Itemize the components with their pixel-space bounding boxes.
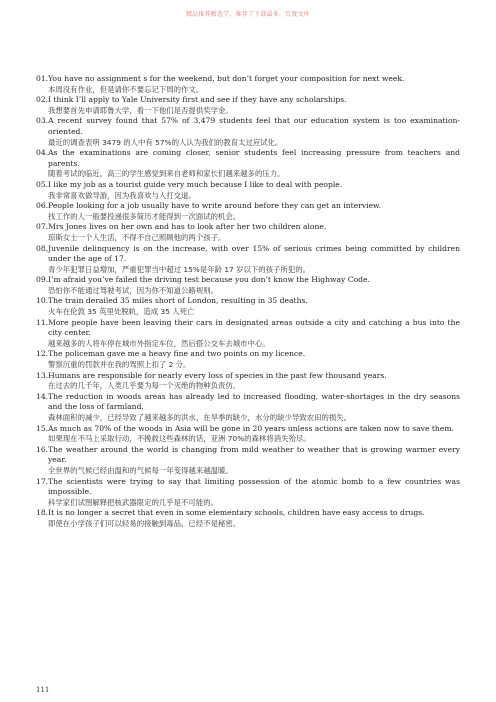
english-text: I’m afraid you’ve failed the driving test because you don’t know the Highway Code.: [48, 275, 370, 285]
chinese-translation: 找工作的人一般要投递很多简历才能得到一次面试的机会。: [48, 211, 241, 221]
english-text: Mrs Jones lives on her own and has to look after her two children alone.: [48, 222, 327, 232]
chinese-translation: 全世界的气候已经由温和的气候每一年变得越来越温暖。: [48, 465, 233, 475]
document-body: [36, 74, 460, 530]
english-text: Humans are responsible for nearly every loss of species in the past few thousand years.: [48, 370, 387, 380]
english-text: As the examinations are coming closer, senior students feel increasing pressure from teachers and parents.: [48, 148, 460, 168]
chinese-translation: 随着考试的临近，高三的学生感觉到来自老师和家长们越来越多的压力。: [48, 169, 285, 179]
english-sentence: [36, 116, 460, 137]
english-sentence: [36, 222, 460, 233]
english-sentence: [36, 244, 460, 265]
sentence-item: [36, 222, 460, 243]
sentence-item: [36, 392, 460, 424]
sentence-number: 08.: [36, 243, 49, 253]
english-text: The train derailed 35 miles short of London, resulting in 35 deaths.: [48, 296, 308, 306]
chinese-translation: 最近的调查表明 3479 的人中有 57%的人认为我们的教育太过应试化。: [48, 137, 283, 147]
english-text: More people have been leaving their cars in designated areas outside a city and catching a bus into the city center.: [48, 317, 460, 338]
english-text: The policeman gave me a heavy fine and two points on my licence.: [48, 349, 306, 359]
chinese-translation: 警察沉重的罚款并在我的驾照上扣了 2 分。: [48, 360, 191, 370]
sentence-number: 15.: [36, 423, 49, 433]
english-text: The scientists were trying to say that limiting possession of the atomic bomb to a few countries was impossible.: [48, 476, 460, 497]
sentence-number: 01.: [36, 74, 49, 83]
sentence-item: [36, 95, 460, 116]
sentence-item: [36, 477, 460, 509]
english-text: Juvenile delinquency is on the increase, with over 15% of serious crimes being committed by children under the age of 17.: [48, 243, 460, 264]
sentence-item: [36, 371, 460, 392]
english-sentence: [36, 477, 460, 498]
chinese-translation: 在过去的几千年，人类几乎要为每一个灭绝的物种负责仿。: [48, 381, 241, 391]
chinese-translation: 青少年犯罪日益增加，严重犯罪当中超过 15%是年龄 17 岁以下的孩子所犯的。: [48, 264, 310, 274]
sentence-number: 10.: [36, 296, 49, 306]
english-sentence: [36, 74, 460, 85]
english-text: It is no longer a secret that even in some elementary schools, children have easy access to drugs.: [48, 508, 425, 518]
sentence-number: 04.: [36, 148, 49, 158]
sentence-item: [36, 116, 460, 148]
english-text: I think I’ll apply to Yale University first and see if they have any scholarships.: [48, 95, 347, 105]
sentence-number: 17.: [36, 476, 49, 486]
chinese-translation: 森林面积的减少，已经导致了越来越多的洪水，在旱季的缺少，水分的缺少导致农田的损失。: [48, 413, 352, 422]
sentence-number: 03.: [36, 116, 49, 126]
english-sentence: [36, 445, 460, 466]
chinese-translation: 我非常喜欢做导游，因为我喜欢与人打交道。: [48, 190, 196, 200]
english-sentence: [36, 371, 460, 382]
chinese-translation: 恐怕你不能通过驾驶考试，因为你不知道公路规则。: [48, 285, 218, 295]
sentence-item: [36, 275, 460, 296]
english-text: You have no assignment s for the weekend, but don’t forget your composition for next week.: [48, 74, 405, 83]
english-sentence: [36, 318, 460, 339]
english-text: The weather around the world is changing from mild weather to weather that is growing warmer every year.: [48, 444, 460, 465]
sentence-item: [36, 424, 460, 445]
sentence-item: [36, 180, 460, 201]
english-sentence: [36, 349, 460, 360]
sentence-number: 12.: [36, 349, 49, 359]
english-text: People looking for a job usually have to write around before they can get an interview.: [48, 201, 382, 211]
chinese-translation: 如果现在不马上采取行动，不挽救这些森林的话，亚洲 70%的森林将消失殆尽。: [48, 434, 311, 444]
sentence-item: [36, 74, 460, 95]
english-sentence: [36, 148, 460, 169]
sentence-item: [36, 349, 460, 370]
chinese-translation: 即使在小学孩子们可以轻易的接触到毒品，已经不是秘密。: [48, 518, 241, 528]
chinese-translation: 火车在伦敦 35 英里处脱轨，造成 35 人死亡: [48, 307, 195, 317]
english-text: As much as 70% of the woods in Asia will be gone in 20 years unless actions are taken now to save them.: [48, 423, 454, 433]
sentence-number: 11.: [36, 317, 49, 327]
sentence-number: 16.: [36, 444, 49, 454]
sentence-item: [36, 148, 460, 180]
english-sentence: [36, 296, 460, 307]
sentence-item: [36, 508, 460, 529]
sentence-number: 05.: [36, 179, 49, 189]
english-sentence: [36, 392, 460, 413]
sentence-number: 13.: [36, 370, 49, 380]
chinese-translation: 琼斯女士一个人生活，不得不自己照顾他的两个孩子。: [48, 232, 226, 242]
english-sentence: [36, 180, 460, 191]
chinese-translation: 科学家们试图解释把核武器限定的几乎是不可能的。: [48, 497, 218, 507]
sentence-number: 02.: [36, 95, 49, 105]
english-text: I like my job as a tourist guide very much because I like to deal with people.: [48, 179, 343, 189]
english-sentence: [36, 201, 460, 212]
sentence-item: [36, 296, 460, 317]
chinese-translation: 我想要首先申请耶鲁大学，看一下他们是否提供奖学金。: [48, 105, 233, 115]
sentence-number: 07.: [36, 222, 49, 232]
english-sentence: [36, 275, 460, 286]
sentence-number: 14.: [36, 391, 49, 401]
english-sentence: [36, 424, 460, 435]
header-note: 精品推荐精选学，推荐了下载最多，百度文库: [185, 11, 310, 18]
english-sentence: [36, 95, 460, 106]
chinese-translation: 越来越多的人将车停在城市外指定车位，然后搭公交车去城市中心。: [48, 338, 270, 348]
english-sentence: [36, 508, 460, 519]
sentence-item: [36, 318, 460, 350]
sentence-item: [36, 445, 460, 477]
sentence-number: 06.: [36, 201, 49, 211]
english-text: A recent survey found that 57% of 3,479 students feel that our education system is too examination-oriented.: [48, 116, 460, 136]
english-text: The reduction in woods areas has already led to increased flooding, water-shortages in the dry seasons and the loss of farmland.: [48, 391, 460, 412]
sentence-item: [36, 201, 460, 222]
chinese-translation: 本周没有作业，但是请你不要忘记下周的作文。: [48, 84, 204, 94]
sentence-number: 18.: [36, 508, 49, 518]
sentence-item: [36, 244, 460, 276]
page-number: 111: [36, 686, 50, 694]
sentence-number: 09.: [36, 275, 49, 285]
